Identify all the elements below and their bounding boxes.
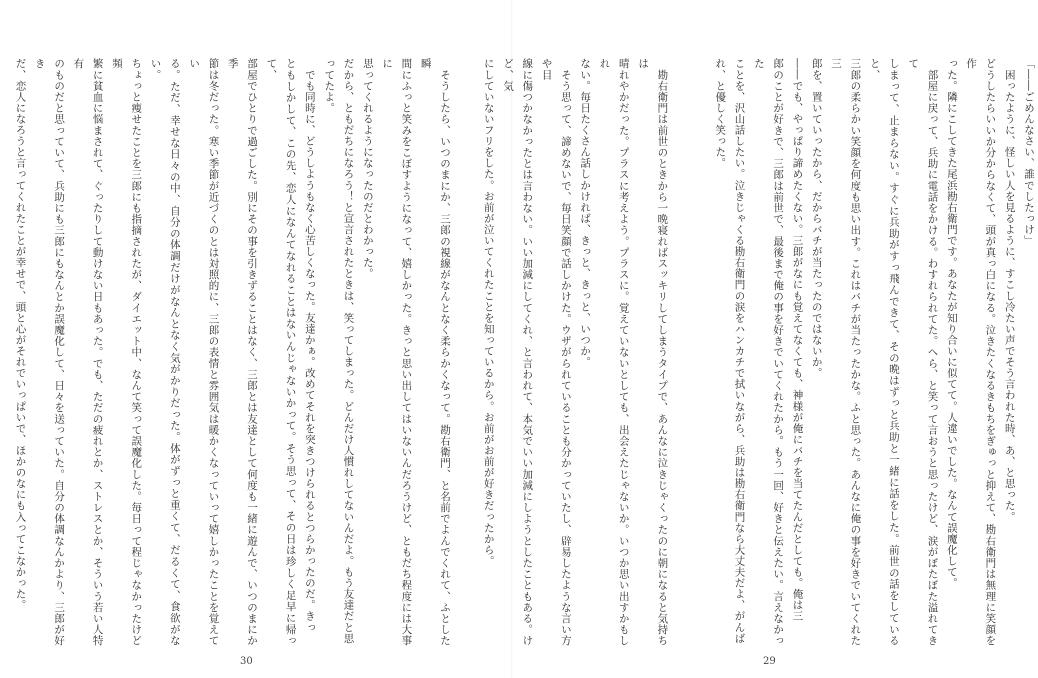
left-page-text-line: 思ってくれるようになったのだとわかった。 (361, 58, 374, 279)
right-page-text-line: 「――ごめんなさい、誰でしたっけ」 (1023, 58, 1035, 246)
left-page-text-line: 節は冬だった。寒い季節が近づくのとは対照的に、三郎の表情と雰囲気は暖かくなっていって嬉しかったことを覚えてい (188, 58, 220, 646)
left-page-text-line: ってたよ。 (323, 58, 336, 114)
right-page-text-line: そう思って、諦めないで、毎日笑顔で話しかけた。ウザがられていることも分かっていたし、辟易したような言い方や目 (540, 58, 572, 646)
right-page-text-line: った。隣にこしてきた尾浜勘右衛門です。あなたが知り合いに似てて。人違いでした。なんて誤魔化して。 (945, 58, 958, 589)
right-page-text-line: ない。毎日たくさん話しかければ、きっと、きっと、いつか。 (579, 58, 592, 368)
right-page-text-line: 困ったように、怪しい人を見るように、すこし冷たい声でそう言われた時、あ、と思った。 (1003, 58, 1016, 523)
left-page-body (14, 58, 454, 646)
right-page-text-line (691, 58, 710, 646)
right-page-text-line: 線に傷つかなかったとは言わない。いい加減にしてくれ、と言われて、本気でいい加減にしようとしたこともある。けど、気 (501, 58, 534, 646)
left-page-text-line: ともしかして、この先、恋人になんてなれることはないんじゃないかって。そう思って、その日は珍しく足早に帰って、 (265, 58, 297, 646)
right-page-text-line: 勘右衛門は前世のときから一晩寝ればスッキリしてしまうタイプで、あんなに泣きじゃくったのに朝になると気持ちは (637, 58, 669, 646)
left-page-text-line: だから、ともだちになろう！と宣言されたときは、笑ってしまった。どんだけ人慣れしてないんだよ。もう友達だと思 (342, 58, 355, 644)
right-page-text-line: ことを、沢山話したい。泣きじゃくる勘右衛門の涙をハンカチで拭いながら、兵助は勘右衛門なら大丈夫だよ、がんば (733, 58, 746, 644)
right-page-text-line: 三郎の柔らかい笑顔を何度も思い出す。これはバチが当たったかな。ふと思った。あんなに俺の事を好きでいてくれた三 (830, 58, 862, 646)
left-page-text-line: 間にふっと笑みをこぼすようになって、嬉しかった。きっと思い出してはいないんだろうけど、ともだち程度には大事に (381, 58, 413, 646)
left-page-text-line: でも同時に、どうしようもなく心苦しくなった。友達かぁ。改めてそれを突きつけられるとつらかったのだ。きっ (303, 58, 316, 633)
right-page-number: 29 (763, 656, 776, 667)
left-page-text-line: 部屋でひとりで過ごした。別にその事を引きずることはなく、三郎とは友達として何度も一緒に遊んで、いつのまにか季 (226, 58, 259, 646)
left-page (0, 0, 512, 678)
right-page-text-line: 郎のことが好きで、三郎は前世で、最後まで俺の事を好きでいてくれたから。もう一回、好きと伝えたい。言えなかった (752, 58, 785, 646)
left-page-text-line: そうしたら、いつのまにか、三郎の視線がなんとなく柔らかくなって。勘右衛門、と名前でよんでくれて、ふとした瞬 (419, 58, 451, 646)
left-page-text-line: 繁に貧血に悩まされて、ぐったりして動けない日もあった。でも、ただの疲れとか、ストレスとか、そういう若い人特有 (72, 58, 104, 646)
right-page-body (482, 58, 1038, 646)
right-page-text-line: どうしたらいいか分からなくて、頭が真っ白になる。泣きたくなるきもちをぎゅっと抑えて、勘右衛門は無理に笑顔を作 (965, 58, 997, 646)
right-page-text-line: 郎を、置いていったから、だからバチが当たったのではないか。 (810, 58, 823, 379)
right-page-text-line: ――でも、やっぱり諦めたくない。三郎がなにも覚えてなくても、神様が俺にバチを当てたんだとしても。俺は三 (791, 58, 804, 622)
left-page-text-line: る。ただ、幸せな日々の中、自分の体調だけがなんとなく気がかりだった。体がずっと重くて、だるくて、食欲がない。 (149, 58, 181, 646)
right-page-text-line: れ、と優しく笑った。 (714, 58, 727, 169)
right-page-text-line: しまって、止まらない。すぐに兵助がすっ飛んできて、その晩はずっと兵助と一緒に話をした。前世の話をしていると、 (868, 58, 900, 646)
left-page-text-line: のものだと思っていて、兵助にも三郎にもなんとか誤魔化して、日々を送っていた。自分の体調なんかより、三郎が好き (33, 58, 66, 646)
left-page-text-line: ちょっと痩せたことを三郎にも指摘されたが、ダイエット中、なんて笑って誤魔化した。毎日って程じゃなかったけど頻 (110, 58, 143, 646)
right-page-text-line: 晴れやかだった。プラスに考えよう。プラスに。覚えていないとしても、出会えたじゃないか。いつか思い出すかもしれ (598, 58, 630, 646)
left-page-text-line (0, 58, 10, 646)
right-page (482, 0, 1035, 678)
left-page-text-line: だ、恋人になろうと言ってくれたことが幸せで、頭と心がそれでいっぱいで、ほかのなにも入ってこなかった。 (14, 58, 27, 611)
left-page-number: 30 (240, 656, 253, 667)
right-page-text-line: にしていないフリをした。お前が泣いてくれたことを知っているから。お前がお前が好きだったから。 (482, 58, 495, 567)
right-page-text-line (671, 58, 690, 646)
right-page-text-line: 部屋に戻って、兵助に電話をかける。わすれられてた。へら、と笑って言おうと思ったけど、涙がぼたぼた溢れてきて (907, 58, 939, 646)
